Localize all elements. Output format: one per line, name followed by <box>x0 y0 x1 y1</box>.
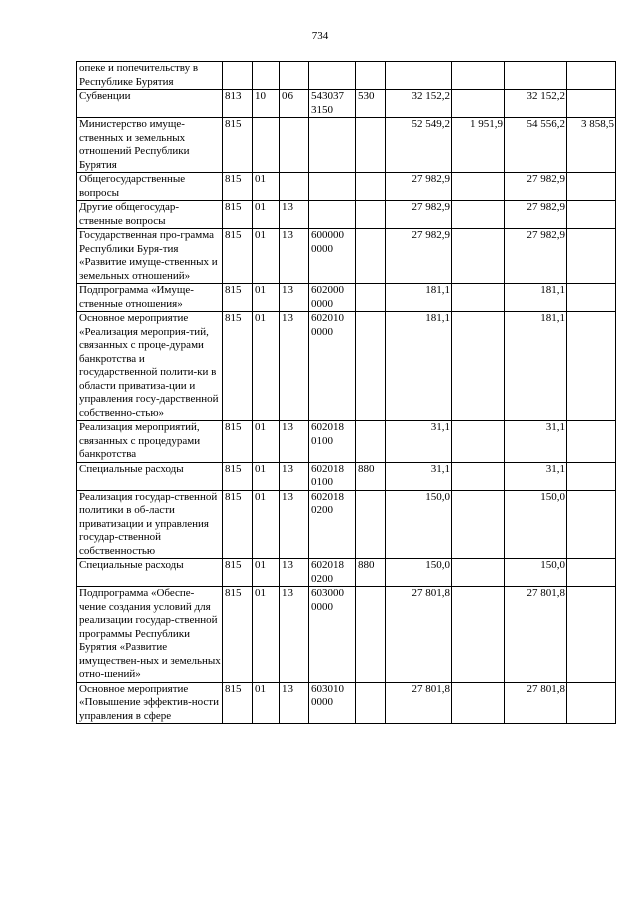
cell-section-code: 01 <box>253 312 280 421</box>
cell-amount: 32 152,2 <box>386 90 452 118</box>
table-row <box>77 587 616 683</box>
cell-extra: 3 858,5 <box>567 118 616 173</box>
cell-change <box>452 201 505 229</box>
cell-change <box>452 90 505 118</box>
cell-name: Другие общегосудар-ственные вопросы <box>77 201 223 229</box>
cell-expense-type: 530 <box>356 90 386 118</box>
cell-target-article: 602010 0000 <box>309 312 356 421</box>
cell-target-article: 602000 0000 <box>309 284 356 312</box>
cell-target-article: 603010 0000 <box>309 682 356 724</box>
cell-section-code <box>253 62 280 90</box>
cell-change <box>452 312 505 421</box>
page-number: 734 <box>311 30 329 42</box>
cell-name: опеке и попечительству в Республике Бурятия <box>77 62 223 90</box>
cell-total: 181,1 <box>505 312 567 421</box>
cell-subsection-code: 13 <box>280 201 309 229</box>
cell-section-code: 10 <box>253 90 280 118</box>
cell-amount: 150,0 <box>386 559 452 587</box>
cell-extra <box>567 173 616 201</box>
cell-total: 31,1 <box>505 462 567 490</box>
cell-change <box>452 587 505 683</box>
cell-ministry-code: 815 <box>223 490 253 559</box>
cell-target-article: 600000 0000 <box>309 229 356 284</box>
cell-section-code: 01 <box>253 462 280 490</box>
cell-section-code: 01 <box>253 284 280 312</box>
cell-section-code: 01 <box>253 201 280 229</box>
cell-change <box>452 462 505 490</box>
cell-amount: 27 982,9 <box>386 229 452 284</box>
table-row <box>77 284 616 312</box>
cell-name: Подпрограмма «Имуще-ственные отношения» <box>77 284 223 312</box>
table-body <box>77 62 616 724</box>
cell-expense-type <box>356 229 386 284</box>
cell-target-article <box>309 173 356 201</box>
cell-amount: 27 801,8 <box>386 587 452 683</box>
cell-name: Министерство имуще-ственных и земельных отношений Республики Бурятия <box>77 118 223 173</box>
cell-section-code <box>253 118 280 173</box>
table-row <box>77 201 616 229</box>
cell-amount: 27 982,9 <box>386 201 452 229</box>
cell-change <box>452 229 505 284</box>
cell-total <box>505 62 567 90</box>
cell-amount: 27 801,8 <box>386 682 452 724</box>
cell-section-code: 01 <box>253 229 280 284</box>
cell-ministry-code: 815 <box>223 229 253 284</box>
cell-subsection-code: 13 <box>280 312 309 421</box>
cell-section-code: 01 <box>253 587 280 683</box>
cell-target-article <box>309 118 356 173</box>
cell-section-code: 01 <box>253 421 280 463</box>
cell-expense-type <box>356 201 386 229</box>
cell-subsection-code: 13 <box>280 490 309 559</box>
cell-subsection-code: 13 <box>280 587 309 683</box>
cell-ministry-code: 815 <box>223 284 253 312</box>
cell-name: Основное мероприятие «Повышение эффектив-ности управления в сфере <box>77 682 223 724</box>
cell-total: 27 982,9 <box>505 173 567 201</box>
table-row <box>77 421 616 463</box>
cell-total: 31,1 <box>505 421 567 463</box>
cell-ministry-code: 815 <box>223 421 253 463</box>
cell-amount: 31,1 <box>386 462 452 490</box>
cell-extra <box>567 229 616 284</box>
cell-amount: 27 982,9 <box>386 173 452 201</box>
cell-name: Специальные расходы <box>77 559 223 587</box>
cell-ministry-code: 815 <box>223 118 253 173</box>
cell-extra <box>567 201 616 229</box>
cell-expense-type <box>356 490 386 559</box>
cell-expense-type <box>356 118 386 173</box>
cell-target-article: 602018 0100 <box>309 462 356 490</box>
cell-ministry-code: 813 <box>223 90 253 118</box>
cell-extra <box>567 312 616 421</box>
cell-total: 181,1 <box>505 284 567 312</box>
cell-ministry-code: 815 <box>223 559 253 587</box>
cell-subsection-code <box>280 173 309 201</box>
cell-total: 150,0 <box>505 559 567 587</box>
cell-change <box>452 490 505 559</box>
cell-name: Субвенции <box>77 90 223 118</box>
cell-expense-type <box>356 587 386 683</box>
cell-change <box>452 559 505 587</box>
cell-extra <box>567 421 616 463</box>
table-row <box>77 173 616 201</box>
cell-subsection-code: 13 <box>280 229 309 284</box>
cell-name: Реализация мероприятий, связанных с процедурами банкротства <box>77 421 223 463</box>
cell-name: Подпрограмма «Обеспе-чение создания условий для реализации государ-ственной программы Республики Бурятия «Развитие имуществен-ных и земельных отно-шений» <box>77 587 223 683</box>
table-row <box>77 682 616 724</box>
table-row <box>77 312 616 421</box>
cell-subsection-code <box>280 118 309 173</box>
cell-target-article: 603000 0000 <box>309 587 356 683</box>
cell-amount: 31,1 <box>386 421 452 463</box>
cell-extra <box>567 587 616 683</box>
cell-extra <box>567 90 616 118</box>
cell-amount: 52 549,2 <box>386 118 452 173</box>
cell-target-article: 602018 0200 <box>309 559 356 587</box>
cell-total: 32 152,2 <box>505 90 567 118</box>
cell-change <box>452 62 505 90</box>
cell-subsection-code: 06 <box>280 90 309 118</box>
cell-name: Реализация государ-ственной политики в об-ласти приватизации и управления государ-ственной собственностью <box>77 490 223 559</box>
cell-name: Государственная про-грамма Республики Буря-тия «Развитие имуще-ственных и земельных отношений» <box>77 229 223 284</box>
cell-expense-type: 880 <box>356 559 386 587</box>
table-row <box>77 559 616 587</box>
table-row <box>77 118 616 173</box>
cell-section-code: 01 <box>253 490 280 559</box>
cell-change: 1 951,9 <box>452 118 505 173</box>
cell-expense-type: 880 <box>356 462 386 490</box>
cell-subsection-code: 13 <box>280 421 309 463</box>
cell-ministry-code: 815 <box>223 462 253 490</box>
cell-name: Общегосударственные вопросы <box>77 173 223 201</box>
cell-change <box>452 284 505 312</box>
cell-ministry-code: 815 <box>223 173 253 201</box>
cell-total: 27 982,9 <box>505 229 567 284</box>
cell-ministry-code: 815 <box>223 201 253 229</box>
cell-subsection-code: 13 <box>280 462 309 490</box>
table-row <box>77 62 616 90</box>
table-row <box>77 462 616 490</box>
cell-extra <box>567 490 616 559</box>
table-row <box>77 490 616 559</box>
table-row <box>77 229 616 284</box>
budget-table <box>76 61 616 724</box>
cell-subsection-code: 13 <box>280 559 309 587</box>
cell-target-article: 543037 3150 <box>309 90 356 118</box>
cell-amount: 181,1 <box>386 284 452 312</box>
cell-section-code: 01 <box>253 559 280 587</box>
cell-ministry-code <box>223 62 253 90</box>
cell-name: Основное мероприятие «Реализация мероприя-тий, связанных с проце-дурами банкротства и государственной полити-ки в области приватиза-ции и управления госу-дарственной собственно-стью» <box>77 312 223 421</box>
cell-total: 150,0 <box>505 490 567 559</box>
cell-name: Специальные расходы <box>77 462 223 490</box>
cell-total: 27 801,8 <box>505 587 567 683</box>
cell-expense-type <box>356 682 386 724</box>
cell-ministry-code: 815 <box>223 587 253 683</box>
cell-section-code: 01 <box>253 173 280 201</box>
cell-extra <box>567 462 616 490</box>
cell-expense-type <box>356 284 386 312</box>
cell-extra <box>567 62 616 90</box>
cell-amount: 150,0 <box>386 490 452 559</box>
cell-extra <box>567 559 616 587</box>
cell-total: 27 982,9 <box>505 201 567 229</box>
cell-target-article <box>309 62 356 90</box>
cell-extra <box>567 682 616 724</box>
cell-ministry-code: 815 <box>223 682 253 724</box>
cell-total: 54 556,2 <box>505 118 567 173</box>
cell-amount: 181,1 <box>386 312 452 421</box>
cell-extra <box>567 284 616 312</box>
cell-subsection-code: 13 <box>280 284 309 312</box>
cell-change <box>452 682 505 724</box>
cell-subsection-code: 13 <box>280 682 309 724</box>
cell-expense-type <box>356 421 386 463</box>
cell-change <box>452 421 505 463</box>
cell-target-article: 602018 0200 <box>309 490 356 559</box>
cell-subsection-code <box>280 62 309 90</box>
cell-amount <box>386 62 452 90</box>
cell-expense-type <box>356 312 386 421</box>
table-row <box>77 90 616 118</box>
cell-target-article: 602018 0100 <box>309 421 356 463</box>
cell-target-article <box>309 201 356 229</box>
cell-ministry-code: 815 <box>223 312 253 421</box>
cell-section-code: 01 <box>253 682 280 724</box>
cell-expense-type <box>356 173 386 201</box>
cell-expense-type <box>356 62 386 90</box>
cell-change <box>452 173 505 201</box>
cell-total: 27 801,8 <box>505 682 567 724</box>
